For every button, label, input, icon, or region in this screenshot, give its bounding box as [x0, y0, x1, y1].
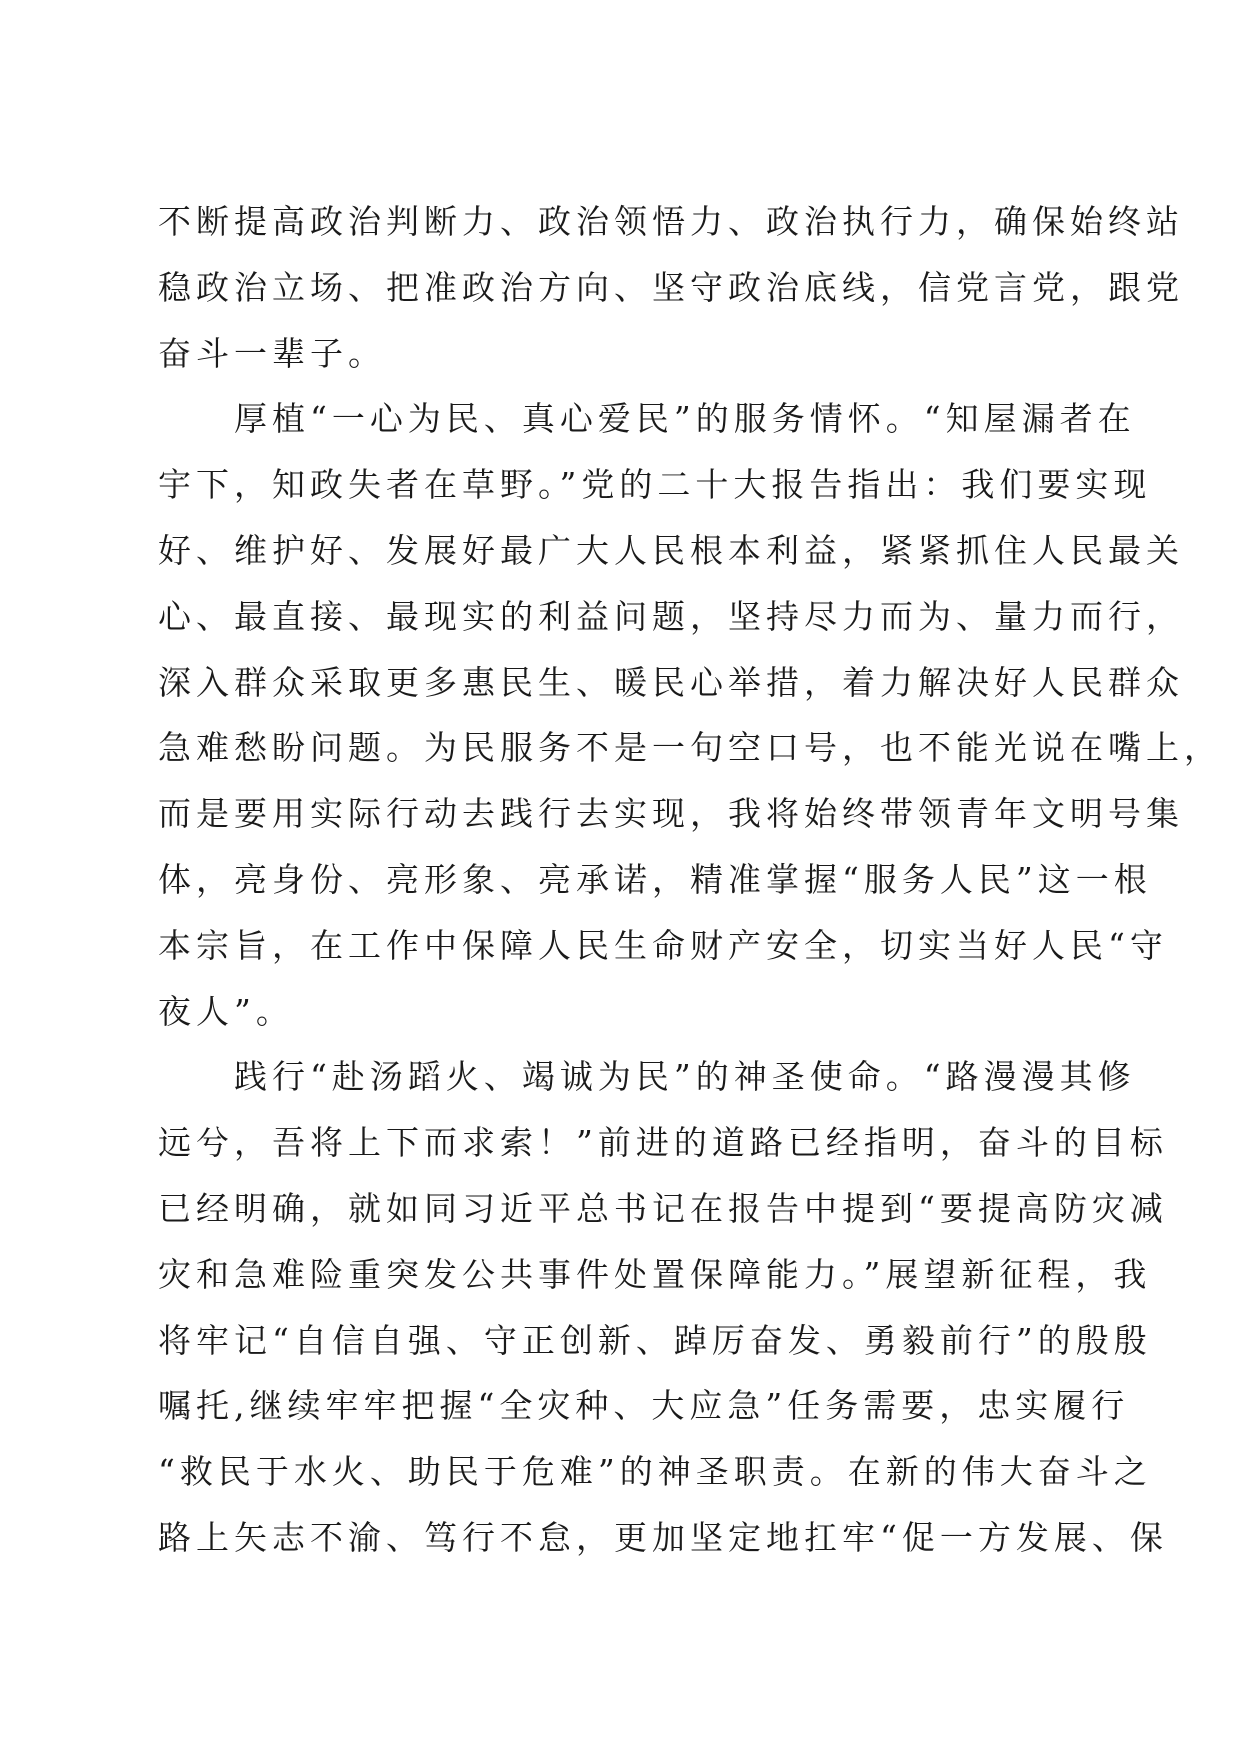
text-line: 践行“赴汤蹈火、竭诚为民”的神圣使命。“路漫漫其修: [234, 1057, 1136, 1097]
text-line: 而是要用实际行动去践行去实现，我将始终带领青年文明号集: [158, 794, 1184, 834]
paragraph-2: [158, 386, 1222, 1044]
text-line: 已经明确，就如同习近平总书记在报告中提到“要提高防灾减: [158, 1188, 1168, 1228]
text-line: 宇下，知政失者在草野。”党的二十大报告指出：我们要实现: [158, 465, 1152, 505]
document-body: [158, 189, 1222, 1571]
text-line: 急难愁盼问题。为民服务不是一句空口号，也不能光说在嘴上，: [158, 728, 1222, 768]
text-line: 本宗旨，在工作中保障人民生命财产安全，切实当好人民“守: [158, 925, 1168, 965]
paragraph-1: [158, 189, 1184, 386]
text-line: 夜人”。: [158, 991, 294, 1031]
text-line: 心、最直接、最现实的利益问题，坚持尽力而为、量力而行，: [158, 596, 1184, 636]
text-line: 路上矢志不渝、笃行不怠，更加坚定地扛牢“促一方发展、保: [158, 1517, 1168, 1557]
text-line: 将牢记“自信自强、守正创新、踔厉奋发、勇毅前行”的殷殷: [158, 1320, 1152, 1360]
text-line: 稳政治立场、把准政治方向、坚守政治底线，信党言党，跟党: [158, 267, 1184, 307]
text-line: 厚植“一心为民、真心爱民”的服务情怀。“知屋漏者在: [234, 399, 1136, 439]
text-line: 嘱托,继续牢牢把握“全灾种、大应急”任务需要，忠实履行: [158, 1386, 1130, 1426]
text-line: 不断提高政治判断力、政治领悟力、政治执行力，确保始终站: [158, 202, 1184, 241]
paragraph-3: [158, 1044, 1168, 1570]
text-line: 深入群众采取更多惠民生、暖民心举措，着力解决好人民群众: [158, 662, 1184, 702]
text-line: 体，亮身份、亮形象、亮承诺，精准掌握“服务人民”这一根: [158, 859, 1152, 899]
text-line: 奋斗一辈子。: [158, 333, 386, 373]
text-line: 好、维护好、发展好最广大人民根本利益，紧紧抓住人民最关: [158, 530, 1184, 570]
text-line: 远兮，吾将上下而求索！”前进的道路已经指明，奋斗的目标: [158, 1123, 1168, 1163]
text-line: 灾和急难险重突发公共事件处置保障能力。”展望新征程，我: [158, 1254, 1152, 1294]
text-line: “救民于水火、助民于危难”的神圣职责。在新的伟大奋斗之: [158, 1452, 1152, 1492]
